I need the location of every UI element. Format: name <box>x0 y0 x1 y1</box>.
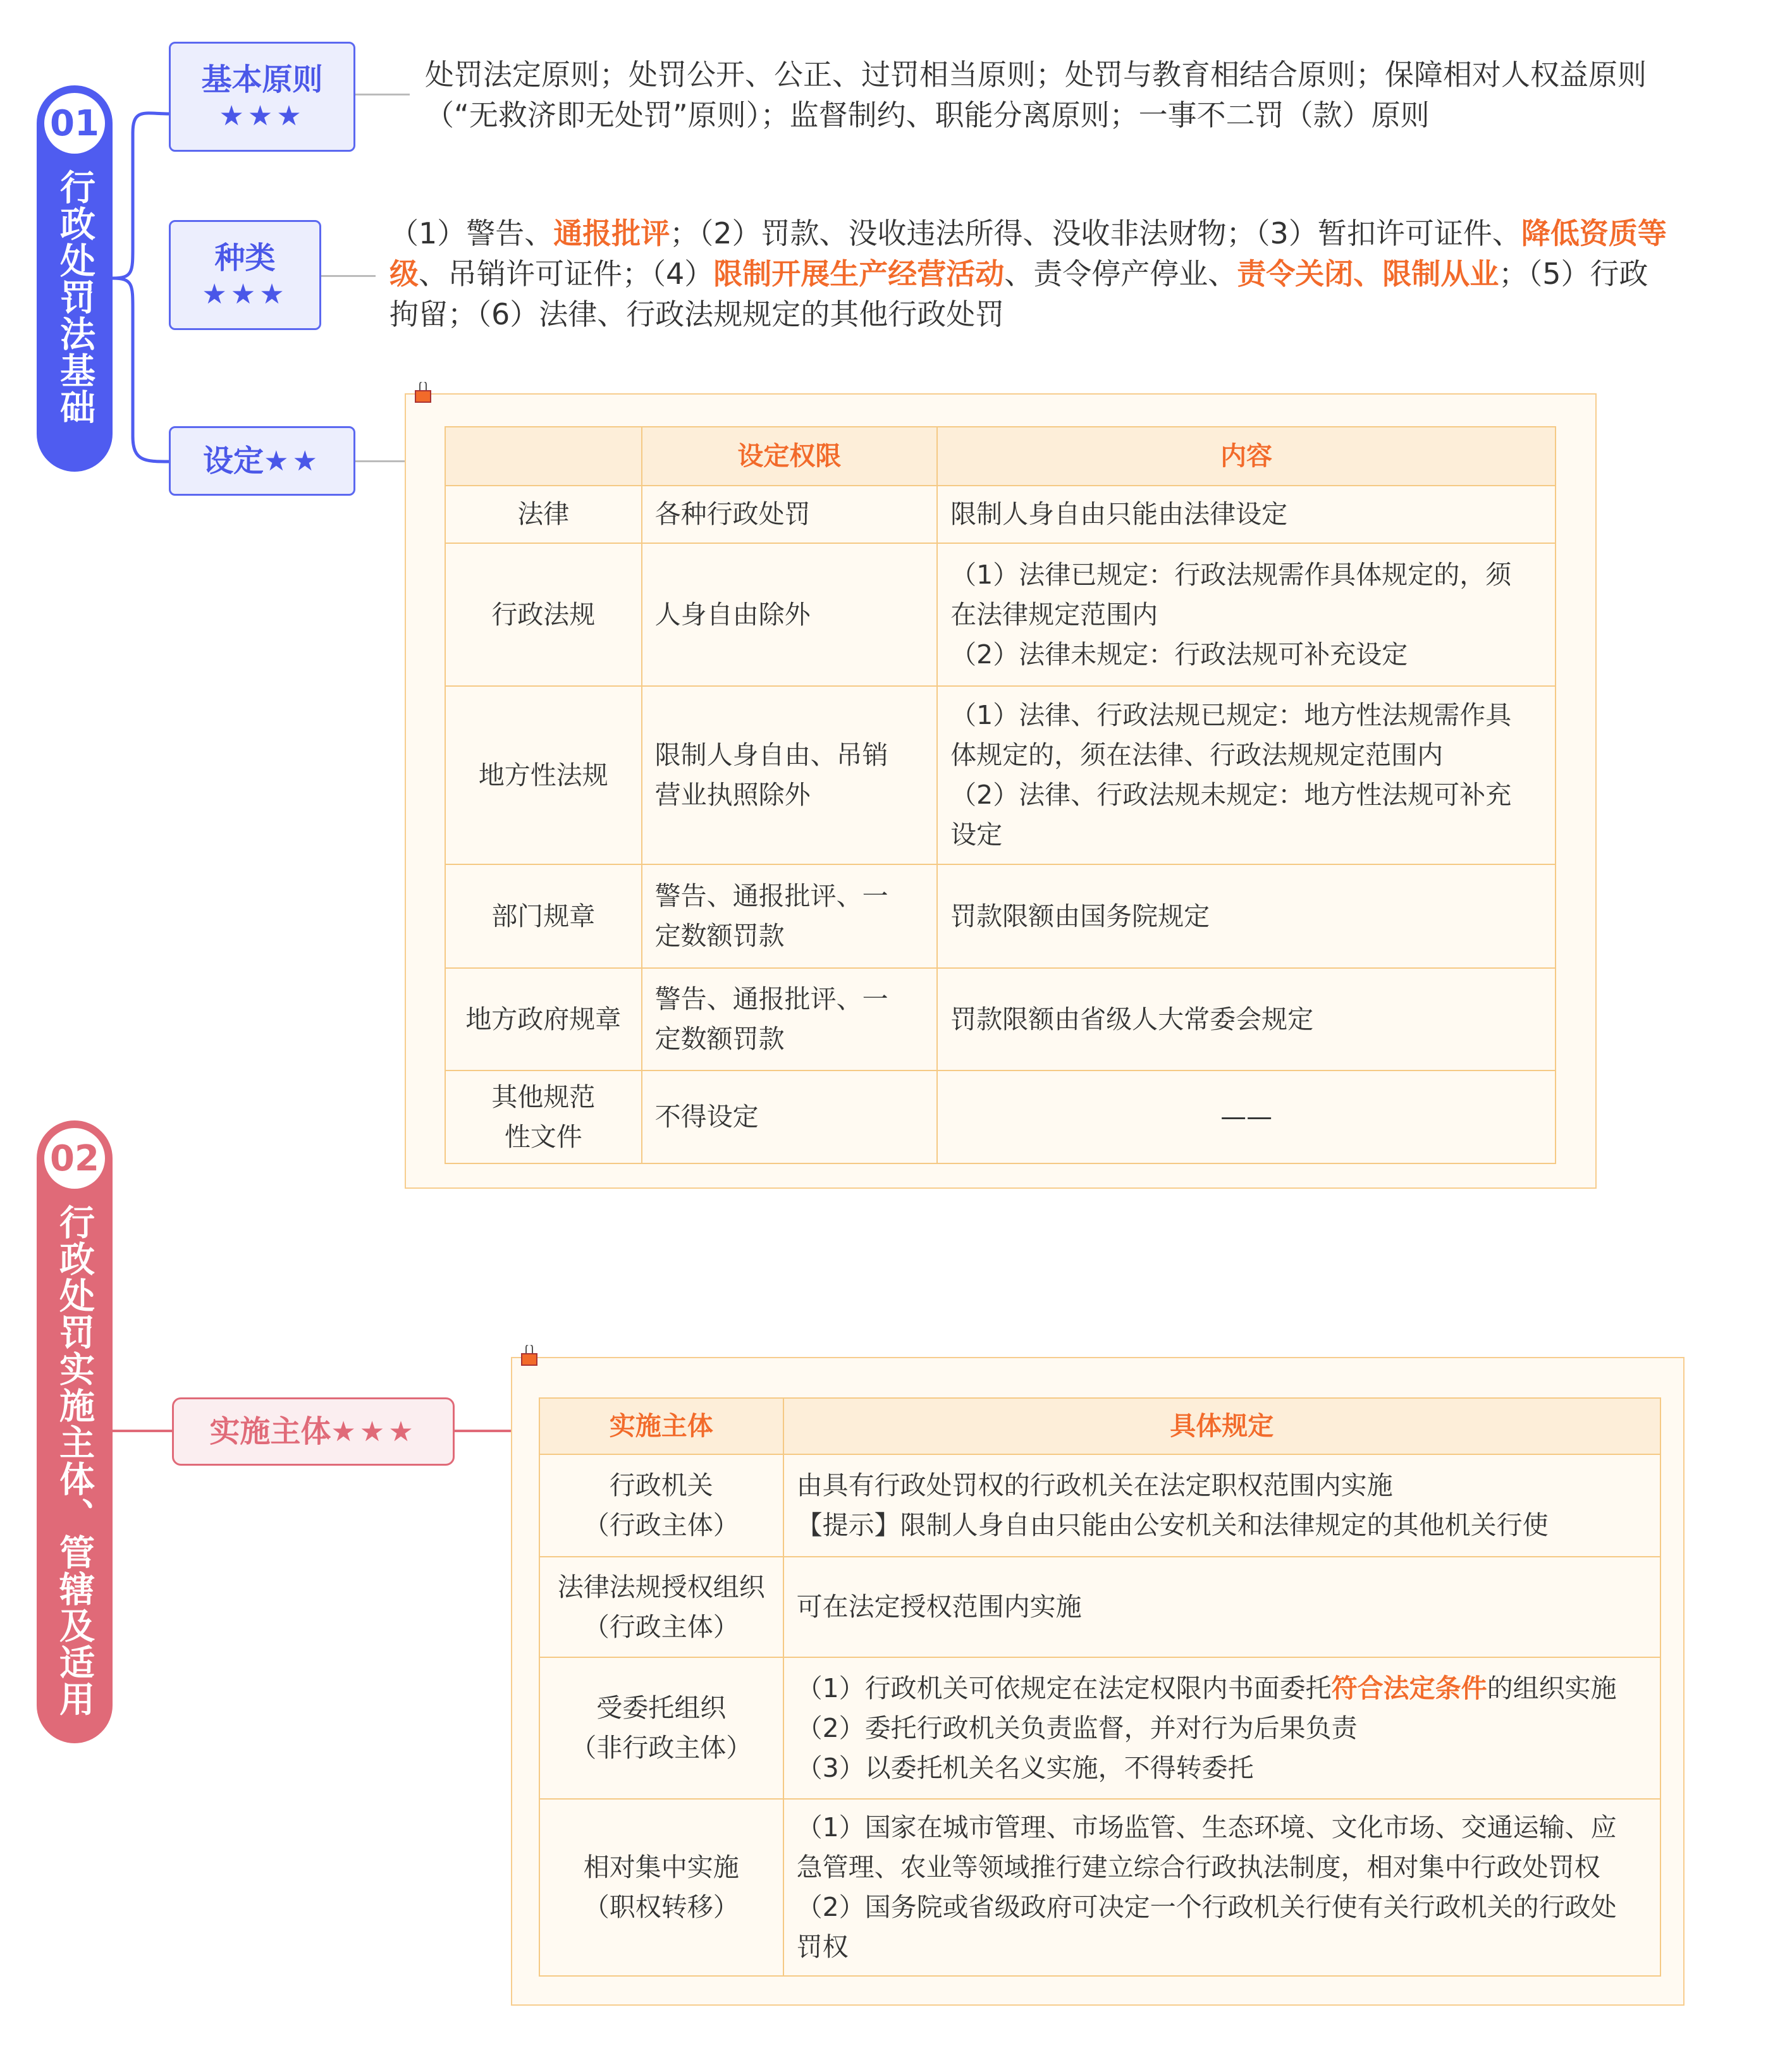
table-row <box>445 1070 1556 1163</box>
text-line <box>425 54 1753 95</box>
text-line <box>797 1466 1647 1506</box>
section-title: 行政处罚实施主体、管辖及适用 <box>54 1204 95 1717</box>
table-cell <box>445 543 642 686</box>
cell-line: （2）法律、行政法规未规定：地方性法规可补充 <box>950 780 1512 810</box>
text-segment: 拘留；（6）法律、行政法规规定的其他行政处罚 <box>390 297 1005 331</box>
branch-connectors <box>107 89 177 481</box>
cell-line: 相对集中实施 <box>583 1852 739 1882</box>
text-line <box>425 95 1753 135</box>
section-number: 01 <box>44 93 105 154</box>
subject-cell <box>539 1799 783 1976</box>
text-segment: ；（2）罚款、没收违法所得、没收非法财物；（3）暂扣许可证件、 <box>670 216 1521 250</box>
table-row <box>445 686 1556 864</box>
node-label: 种类 <box>214 240 276 276</box>
cell-line: 定数额罚款 <box>654 1024 785 1054</box>
cell-line: 法律 <box>517 499 570 529</box>
text-segment: 、吊销许可证件；（4） <box>419 257 714 291</box>
text-segment: 【提示】限制人身自由只能由公安机关和法律规定的其他机关行使 <box>796 1510 1549 1540</box>
cell-line: 行政机关 <box>609 1470 713 1500</box>
star-rating: ★★★ <box>202 278 288 310</box>
star-rating: ★★ <box>264 445 321 477</box>
cell-line: （1）法律、行政法规已规定：地方性法规需作具 <box>950 700 1512 730</box>
table-cell <box>642 968 938 1070</box>
text-line <box>797 1808 1647 1848</box>
table-cell <box>937 543 1556 686</box>
text-segment: 、责令停产停业、 <box>1004 257 1237 291</box>
highlighted-text: 降低资质等 <box>1521 216 1667 250</box>
node-basic-principles[interactable] <box>169 42 355 152</box>
text-line <box>390 213 1768 254</box>
section-number: 02 <box>44 1128 105 1189</box>
text-segment: 的组织实施 <box>1487 1672 1617 1703</box>
column-header <box>445 427 642 486</box>
table-cell <box>937 686 1556 864</box>
text-line <box>797 1506 1647 1545</box>
cell-line: 性文件 <box>504 1121 582 1152</box>
subject-cell <box>539 1657 783 1799</box>
cell-line: 在法律规定范围内 <box>950 599 1158 630</box>
text-segment: （3）以委托机关名义实施，不得转委托 <box>796 1752 1254 1783</box>
cell-line: 地方性法规 <box>478 759 608 790</box>
column-header: 实施主体 <box>539 1398 783 1454</box>
table-row <box>445 864 1556 968</box>
highlighted-text: 通报批评 <box>553 216 670 250</box>
node-label: 基本原则 <box>201 61 323 97</box>
column-header: 内容 <box>937 427 1556 486</box>
text-segment: 由具有行政处罚权的行政机关在法定职权范围内实施 <box>796 1470 1393 1500</box>
text-line <box>390 294 1768 334</box>
cell-line: （1）法律已规定：行政法规需作具体规定的，须 <box>950 559 1512 590</box>
table-cell <box>937 968 1556 1070</box>
rules-cell <box>783 1557 1660 1657</box>
table-cell <box>937 486 1556 543</box>
column-header: 设定权限 <box>642 427 938 486</box>
table-cell <box>642 486 938 543</box>
cell-line: （2）法律未规定：行政法规可补充设定 <box>950 639 1408 670</box>
cell-line: 法律法规授权组织 <box>557 1571 765 1602</box>
rules-cell <box>783 1657 1660 1799</box>
table-cell <box>642 864 938 968</box>
table-row <box>445 968 1556 1070</box>
connector-line <box>113 1430 172 1432</box>
text-line <box>797 1708 1647 1748</box>
text-segment: （1）行政机关可依规定在法定权限内书面委托 <box>796 1672 1332 1703</box>
cell-line: 其他规范 <box>491 1081 596 1112</box>
types-text <box>390 213 1768 334</box>
cell-line: 部门规章 <box>491 900 596 931</box>
cell-line: 罚款限额由省级人大常委会规定 <box>950 1003 1314 1034</box>
table-row <box>539 1657 1660 1799</box>
node-label: 实施主体 <box>209 1414 331 1449</box>
cell-line: 人身自由除外 <box>654 599 811 630</box>
cell-line: 营业执照除外 <box>654 780 811 810</box>
text-segment: （2）委托行政机关负责监督，并对行为后果负责 <box>796 1712 1358 1743</box>
section-02-pill <box>37 1120 113 1743</box>
cell-line: （职权转移） <box>583 1892 739 1922</box>
subject-cell <box>539 1557 783 1657</box>
table-cell <box>445 686 642 864</box>
section-01-pill <box>37 85 113 472</box>
table-cell <box>642 543 938 686</box>
text-segment: （“无救济即无处罚”原则）；监督制约、职能分离原则；一事不二罚（款）原则 <box>425 98 1430 132</box>
principles-text <box>425 54 1753 135</box>
table-cell <box>937 864 1556 968</box>
subject-table <box>539 1397 1661 1977</box>
table-cell <box>937 1070 1556 1163</box>
table-cell <box>642 1070 938 1163</box>
node-label: 设定 <box>203 443 264 479</box>
table-cell <box>445 486 642 543</box>
cell-line: 行政法规 <box>491 599 596 630</box>
connector-line <box>355 460 405 462</box>
text-segment: （1）国家在城市管理、市场监管、生态环境、文化市场、交通运输、应 <box>796 1812 1617 1843</box>
binder-clip-icon <box>520 1345 539 1368</box>
table-cell <box>445 1070 642 1163</box>
cell-line: 定数额罚款 <box>654 921 785 951</box>
column-header: 具体规定 <box>783 1398 1660 1454</box>
text-segment: ；（5）行政 <box>1499 257 1648 291</box>
cell-line: 警告、通报批评、一 <box>654 881 888 911</box>
connector-line <box>355 94 410 95</box>
setting-table <box>445 426 1556 1164</box>
table-row <box>539 1557 1660 1657</box>
table-cell <box>642 686 938 864</box>
star-rating: ★★★ <box>219 99 305 132</box>
text-segment: （2）国务院或省级政府可决定一个行政机关行使有关行政机关的行政处 <box>796 1892 1617 1922</box>
text-line <box>797 1587 1647 1627</box>
rules-cell <box>783 1799 1660 1976</box>
text-line <box>797 1887 1647 1927</box>
text-line <box>797 1748 1647 1788</box>
cell-line: 体规定的，须在法律、行政法规规定范围内 <box>950 740 1444 770</box>
highlighted-text: 责令关闭、限制从业 <box>1237 257 1499 291</box>
cell-line: 各种行政处罚 <box>654 499 811 529</box>
highlighted-text: 限制开展生产经营活动 <box>713 257 1005 291</box>
text-segment: 可在法定授权范围内实施 <box>796 1592 1082 1622</box>
table-row <box>539 1454 1660 1557</box>
text-line <box>390 254 1768 294</box>
cell-line: 设定 <box>950 819 1003 850</box>
highlighted-text: 级 <box>390 257 419 291</box>
binder-clip-icon <box>414 382 433 405</box>
section-title: 行政处罚法基础 <box>54 169 95 426</box>
table-cell <box>445 968 642 1070</box>
node-types[interactable] <box>169 220 321 330</box>
cell-line: 不得设定 <box>654 1101 759 1132</box>
rules-cell <box>783 1454 1660 1557</box>
text-segment: 罚权 <box>796 1932 849 1962</box>
star-rating: ★★★ <box>331 1415 417 1448</box>
subject-cell <box>539 1454 783 1557</box>
table-row <box>445 543 1556 686</box>
table-row <box>539 1799 1660 1976</box>
text-segment: 处罚法定原则；处罚公开、公正、过罚相当原则；处罚与教育相结合原则；保障相对人权益原则 <box>425 58 1647 92</box>
node-implementing-subject[interactable] <box>172 1397 455 1466</box>
cell-line: 受委托组织 <box>596 1693 727 1723</box>
cell-line: 限制人身自由只能由法律设定 <box>950 499 1288 529</box>
text-segment: 急管理、农业等领域推行建立综合行政执法制度，相对集中行政处罚权 <box>796 1852 1600 1882</box>
cell-line: 警告、通报批评、一 <box>654 984 888 1014</box>
cell-line: 罚款限额由国务院规定 <box>950 900 1210 931</box>
cell-line: （非行政主体） <box>570 1733 752 1763</box>
node-setting[interactable] <box>169 426 355 496</box>
highlighted-text: 符合法定条件 <box>1331 1672 1487 1703</box>
cell-line: 限制人身自由、吊销 <box>654 740 888 770</box>
text-segment: （1）警告、 <box>390 216 554 250</box>
connector-line <box>455 1430 511 1432</box>
connector-line <box>321 275 376 277</box>
text-line <box>797 1669 1647 1708</box>
table-row <box>445 486 1556 543</box>
cell-line: （行政主体） <box>583 1611 739 1642</box>
text-line <box>797 1927 1647 1967</box>
cell-line: 地方政府规章 <box>465 1003 622 1034</box>
text-line <box>797 1848 1647 1887</box>
cell-line: （行政主体） <box>583 1510 739 1540</box>
cell-line: —— <box>1220 1101 1273 1132</box>
table-cell <box>445 864 642 968</box>
